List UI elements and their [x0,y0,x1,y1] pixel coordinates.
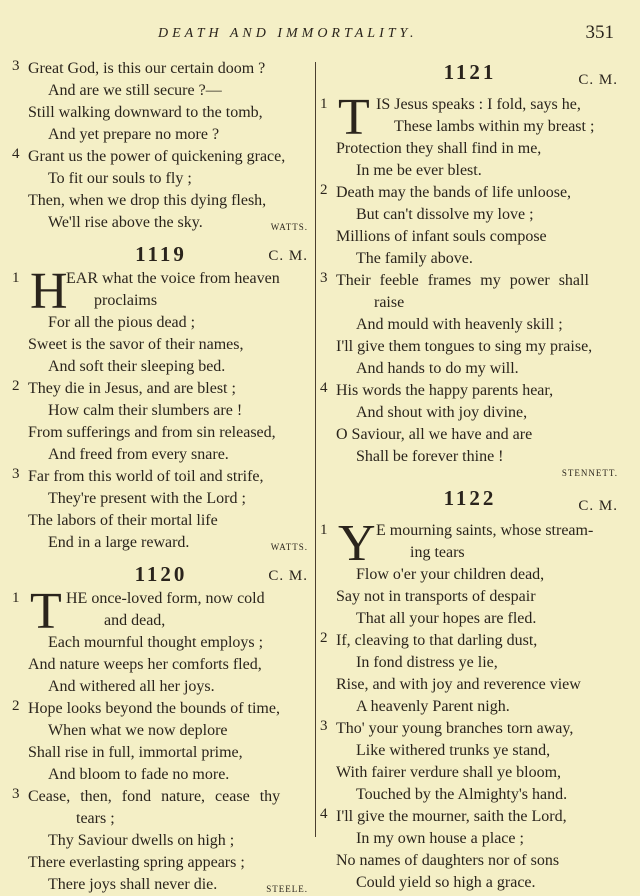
verse-line: A heavenly Parent nigh. [356,698,510,715]
stanza [320,270,620,380]
verse-line: Sweet is the savor of their names, [28,336,244,353]
verse-line: Like withered trunks ye stand, [356,742,551,759]
stanza [320,806,620,894]
stanza-number: 3 [320,718,328,734]
verse-line: raise [374,294,405,311]
verse-line: In fond distress ye lie, [356,654,498,671]
hymn-meter: C. M. [578,72,618,88]
hymn-number: 1121 [443,60,497,84]
verse-line: The family above. [356,250,473,267]
stanza-number: 3 [12,466,20,482]
verse-line: Touched by the Almighty's hand. [356,786,568,803]
stanza [12,466,310,554]
stanza [320,630,620,718]
hymn-number: 1119 [135,242,187,266]
first-stanza [320,89,620,182]
hymn-number: 1122 [443,486,497,510]
column-divider [315,62,316,837]
stanza-number: 1 [12,270,20,286]
stanza [320,182,620,270]
verse-line: Great God, is this our certain doom ? [28,60,266,77]
first-stanza [320,515,620,630]
verse-line: From sufferings and from sin released, [28,424,276,441]
verse-line: These lambs within my breast ; [394,118,595,135]
stanza [320,380,620,468]
stanza-number: 2 [320,182,328,198]
verse-line: Millions of infant souls compose [336,228,547,245]
verse-line: O Saviour, all we have and are [336,426,533,443]
stanza [12,58,310,146]
stanza-number: 3 [12,58,20,74]
stanza [12,698,310,786]
verse-line: ing tears [410,544,465,561]
verse-line: IS Jesus speaks : I fold, says he, [376,96,581,113]
stanza-number: 1 [12,590,20,606]
verse-line: End in a large reward. [48,534,190,551]
verse-line: But can't dissolve my love ; [356,206,534,223]
page-number: 351 [585,22,614,43]
verse-line: And nature weeps her comforts fled, [28,656,262,673]
hymn-author: WATTS. [270,542,308,552]
verse-line: With fairer verdure shall ye bloom, [336,764,562,781]
drop-cap: T [30,583,62,640]
verse-line: And are we still secure ?— [48,82,222,99]
first-stanza [12,263,310,378]
verse-line: His words the happy parents hear, [336,382,554,399]
hymn-author: STEELE. [266,884,308,894]
verse-line: Death may the bands of life unloose, [336,184,572,201]
page-header [0,22,640,46]
verse-line: Their feeble frames my power shall [336,272,589,289]
stanza-number: 4 [320,806,328,822]
verse-line: Each mournful thought employs ; [48,634,264,651]
stanza-number: 2 [12,698,20,714]
verse-line: Far from this world of toil and strife, [28,468,264,485]
hymn-author: WATTS. [270,222,308,232]
stanza [12,378,310,466]
verse-line: Hope looks beyond the bounds of time, [28,700,280,717]
verse-line: In my own house a place ; [356,830,524,847]
hymn-meter: C. M. [578,498,618,514]
hymn-heading [320,58,620,86]
verse-line: I'll give them tongues to sing my praise, [336,338,593,355]
stanza-number: 3 [320,270,328,286]
verse-line: Shall be forever thine ! [356,448,504,465]
hymn-author: STENNETT. [561,468,618,478]
verse-line: They're present with the Lord ; [48,490,246,507]
verse-line: Flow o'er your children dead, [356,566,545,583]
first-stanza [12,583,310,698]
verse-line: tears ; [76,810,115,827]
verse-line: And soft their sleeping bed. [48,358,226,375]
stanza [12,786,310,896]
stanza-number: 2 [320,630,328,646]
stanza [320,718,620,806]
verse-line: In me be ever blest. [356,162,482,179]
verse-line: And withered all her joys. [48,678,215,695]
drop-cap: H [30,263,68,320]
stanza-number: 2 [12,378,20,394]
verse-line: Could yield so high a grace. [356,874,536,891]
verse-line: If, cleaving to that darling dust, [336,632,538,649]
verse-line: We'll rise above the sky. [48,214,203,231]
verse-line: Protection they shall find in me, [336,140,542,157]
verse-line: E mourning saints, whose stream- [376,522,594,539]
verse-line: There joys shall never die. [48,876,218,893]
verse-line: When what we now deplore [48,722,228,739]
verse-line: Cease, then, fond nature, cease thy [28,788,281,805]
verse-line: Say not in transports of despair [336,588,536,605]
stanza-number: 1 [320,522,328,538]
verse-line: There everlasting spring appears ; [28,854,245,871]
verse-line: To fit our souls to fly ; [48,170,192,187]
hymn-meter: C. M. [268,568,308,584]
verse-line: They die in Jesus, and are blest ; [28,380,236,397]
verse-line: Thy Saviour dwells on high ; [48,832,235,849]
left-column [12,58,310,896]
verse-line: How calm their slumbers are ! [48,402,243,419]
verse-line: Grant us the power of quickening grace, [28,148,286,165]
stanza-number: 1 [320,96,328,112]
drop-cap: T [338,89,370,146]
verse-line: And bloom to fade no more. [48,766,230,783]
hymn-number: 1120 [134,562,188,586]
verse-line: proclaims [94,292,158,309]
running-title: DEATH AND IMMORTALITY. [158,26,418,41]
verse-line: And mould with heavenly skill ; [356,316,563,333]
verse-line: The labors of their mortal life [28,512,218,529]
verse-line: EAR what the voice from heaven [66,270,280,287]
verse-line: And freed from every snare. [48,446,229,463]
stanza-number: 4 [320,380,328,396]
verse-line: And shout with joy divine, [356,404,528,421]
verse-line: Shall rise in full, immortal prime, [28,744,243,761]
stanza-number: 4 [12,146,20,162]
hymn-meter: C. M. [268,248,308,264]
verse-line: Rise, and with joy and reverence view [336,676,581,693]
verse-line: I'll give the mourner, saith the Lord, [336,808,567,825]
verse-line: Still walking downward to the tomb, [28,104,263,121]
verse-line: That all your hopes are fled. [356,610,537,627]
stanza [12,146,310,234]
verse-line: HE once-loved form, now cold [66,590,265,607]
verse-line: And hands to do my will. [356,360,519,377]
drop-cap: Y [338,515,376,572]
verse-line: No names of daughters nor of sons [336,852,560,869]
verse-line: and dead, [104,612,166,629]
verse-line: Tho' your young branches torn away, [336,720,574,737]
stanza-number: 3 [12,786,20,802]
hymn-heading [320,484,620,512]
verse-line: And yet prepare no more ? [48,126,220,143]
right-column [320,58,620,894]
verse-line: Then, when we drop this dying flesh, [28,192,267,209]
verse-line: For all the pious dead ; [48,314,196,331]
